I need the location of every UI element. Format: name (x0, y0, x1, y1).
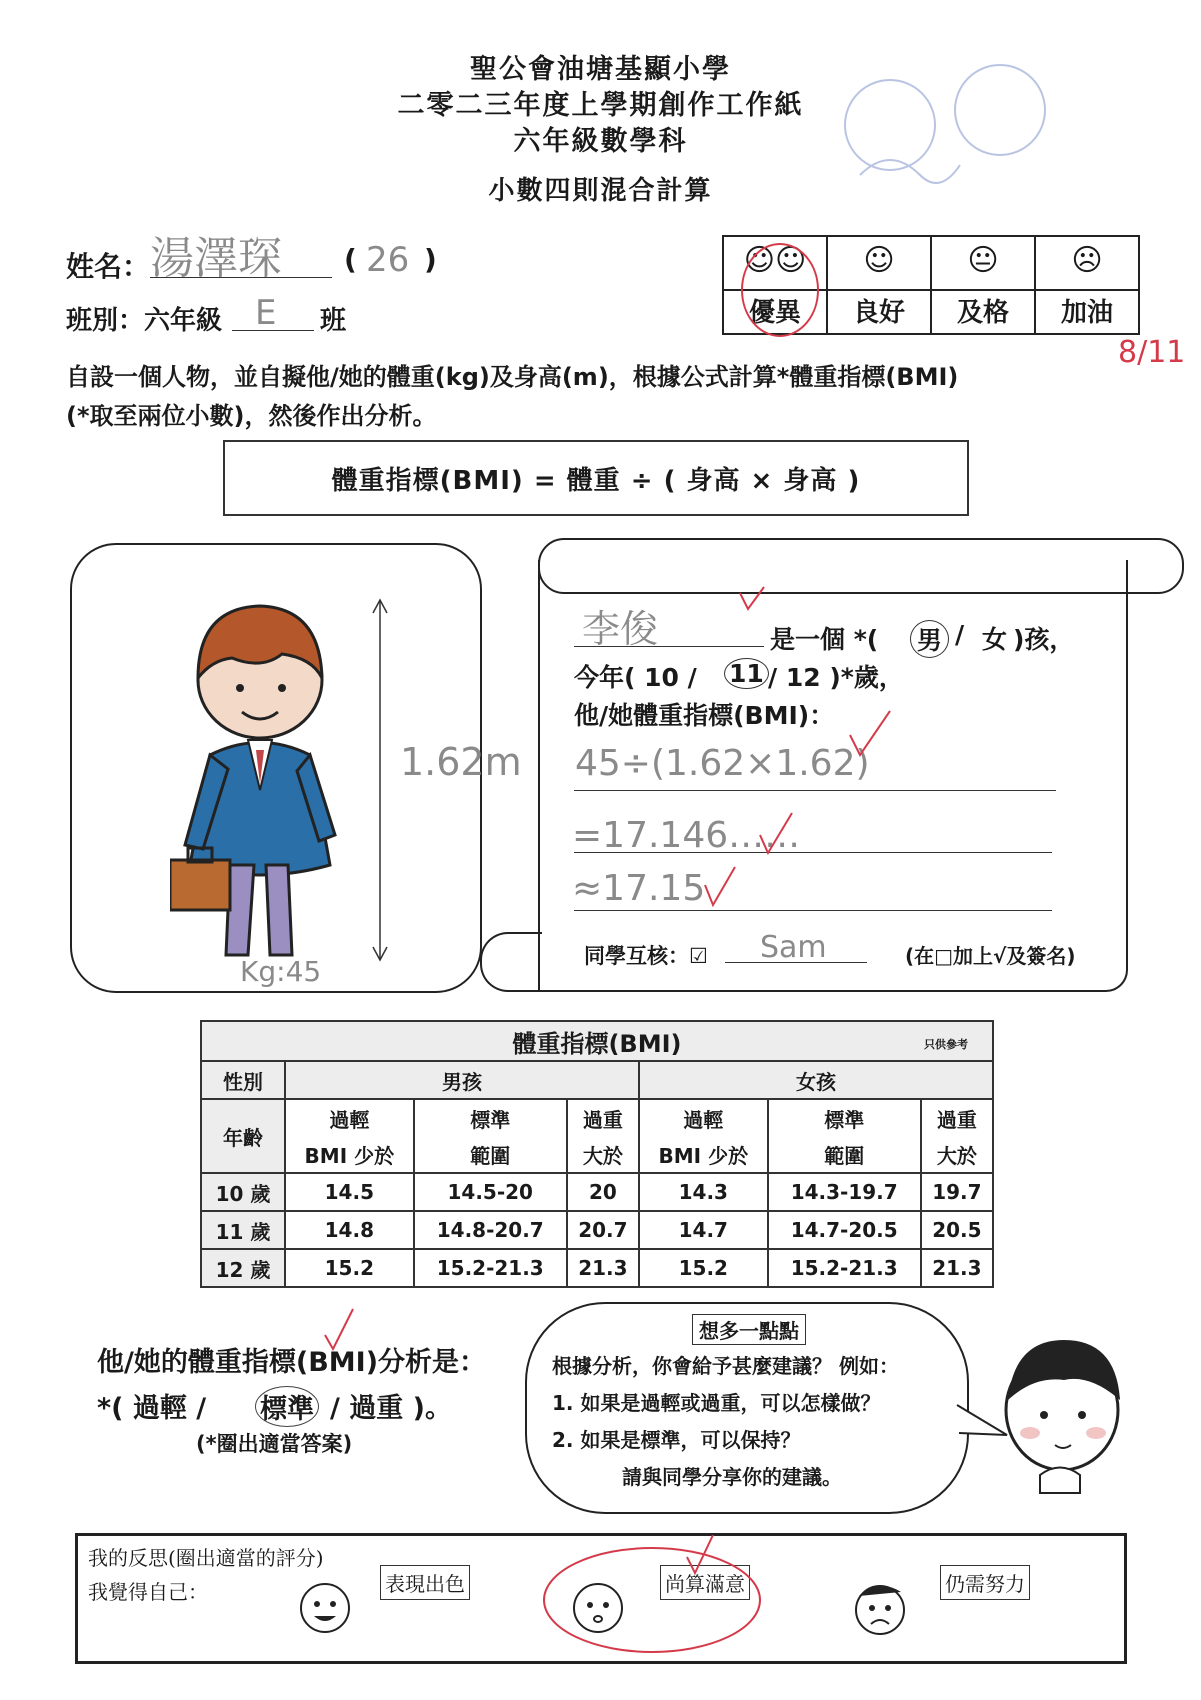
rating-good (828, 237, 932, 333)
think-title: 想多一點點 (692, 1314, 806, 1345)
rating-label-pass: 及格 (956, 298, 1009, 328)
peer-underline (725, 962, 867, 963)
table-cell: 14.5 (285, 1173, 414, 1211)
table-cell: 14.8-20.7 (414, 1211, 567, 1249)
table-cell: 15.2 (285, 1249, 414, 1287)
class-value: E (255, 293, 277, 333)
double-smile-icon: ☺☺ (743, 243, 807, 278)
gender-slash: / (955, 620, 965, 649)
weight-label: Kg:45 (240, 955, 322, 988)
table-title-cell (201, 1021, 993, 1061)
girl-header: 女孩 (639, 1061, 993, 1099)
boy-header: 男孩 (285, 1061, 639, 1099)
col-header: 標準 (768, 1099, 921, 1136)
analysis-tick-mark (320, 1305, 380, 1355)
rating-label-good: 良好 (852, 298, 905, 328)
col-header: 過輕 (285, 1099, 414, 1136)
table-title: 體重指標(BMI) (512, 1029, 682, 1058)
col-subheader: BMI 少於 (639, 1136, 768, 1173)
number-close: ) (424, 243, 437, 276)
gender-girl: 女 (982, 625, 1008, 654)
character-name: 李俊 (582, 607, 659, 651)
height-label: 1.62m (400, 740, 522, 784)
peer-check-label: 同學互核：☑ (584, 944, 708, 968)
reflection-circle-mark (537, 1535, 767, 1660)
reflection-option-try-harder: 仍需努力 (940, 1565, 1030, 1600)
table-cell: 14.7-20.5 (768, 1211, 921, 1249)
table-cell: 14.3-19.7 (768, 1173, 921, 1211)
table-row (201, 1211, 993, 1249)
row-age: 10 歲 (201, 1173, 285, 1211)
analysis-note: (*圈出適當答案) (196, 1432, 353, 1456)
col-subheader: 大於 (567, 1136, 639, 1173)
col-header: 過重 (921, 1099, 993, 1136)
analysis-line-1: 他/她的體重指標(BMI)分析是： (97, 1347, 487, 1378)
analysis-selected-circled: 標準 (255, 1386, 319, 1427)
row-age: 11 歲 (201, 1211, 285, 1249)
table-cell: 15.2-21.3 (768, 1249, 921, 1287)
school-name: 聖公會油塘基顯小學 (470, 54, 731, 85)
subject-title: 六年級數學科 (513, 126, 688, 157)
think-line-2: 2. 如果是標準，可以保持？ (552, 1428, 801, 1452)
reflection-option-excellent: 表現出色 (380, 1565, 470, 1600)
table-cell: 20 (567, 1173, 639, 1211)
sad-face-icon: ☹ (1071, 243, 1103, 278)
neutral-face-icon: 😐 (967, 243, 999, 278)
bmi-formula: 體重指標(BMI) = 體重 ÷ ( 身高 × 身高 ) (223, 440, 969, 516)
gender-boy-circled: 男 (910, 620, 949, 658)
reflection-title: 我的反思(圈出適當的評分) (88, 1546, 324, 1570)
excellent-face-icon (290, 1572, 360, 1642)
instruction-line-2: (*取至兩位小數)，然後作出分析。 (66, 402, 437, 430)
table-row (201, 1173, 993, 1211)
class-suffix: 班 (320, 306, 347, 336)
height-arrow-icon (365, 595, 395, 965)
number-open: ( (344, 243, 357, 276)
analysis-prefix: *( 過輕 / (97, 1393, 207, 1424)
name-label: 姓名： (66, 250, 151, 283)
class-label: 班別：六年級 (66, 306, 223, 336)
peer-note: (在□加上√及簽名) (905, 944, 1076, 968)
instruction-line-1: 自設一個人物，並自擬他/她的體重(kg)及身高(m)，根據公式計算*體重指標(BMI) (66, 363, 959, 391)
table-cell: 14.8 (285, 1211, 414, 1249)
rating-label-excellent: 優異 (748, 298, 801, 328)
gender-prefix: 是一個 *( (770, 625, 879, 654)
smile-icon: ☺ (863, 243, 895, 278)
rating-circle-mark (735, 240, 825, 340)
gender-header: 性別 (201, 1061, 285, 1099)
table-cell: 14.7 (639, 1211, 768, 1249)
student-number: 26 (366, 240, 410, 280)
col-header: 過重 (567, 1099, 639, 1136)
table-cell: 14.5-20 (414, 1173, 567, 1211)
try-harder-face-icon (845, 1572, 915, 1642)
table-cell: 21.3 (567, 1249, 639, 1287)
col-header: 標準 (414, 1099, 567, 1136)
col-subheader: 範圍 (414, 1136, 567, 1173)
bmi-prompt: 他/她體重指標(BMI)： (574, 701, 835, 730)
calc-step-1: 45÷(1.62×1.62) (575, 743, 870, 784)
name-underline (150, 277, 332, 278)
col-subheader: 範圍 (768, 1136, 921, 1173)
calc-step-2: =17.146…… (572, 815, 801, 856)
table-cell: 20.7 (567, 1211, 639, 1249)
reflection-prompt: 我覺得自己： (88, 1580, 208, 1604)
calc-step-3: ≈17.15 (572, 868, 706, 909)
table-cell: 14.3 (639, 1173, 768, 1211)
row-age: 12 歲 (201, 1249, 285, 1287)
gender-suffix: )孩， (1013, 625, 1075, 654)
rating-pass (932, 237, 1036, 333)
rating-try-harder (1036, 237, 1138, 333)
age-suffix: / 12 )*歲， (768, 663, 904, 692)
analysis-suffix: / 過重 )。 (330, 1393, 453, 1424)
age-selected-circled: 11 (724, 658, 769, 689)
reflection-option-satisfied: 尚算滿意 (660, 1565, 750, 1600)
col-header: 過輕 (639, 1099, 768, 1136)
student-name: 湯澤琛 (150, 233, 282, 284)
age-prefix: 今年( 10 / (574, 663, 697, 692)
table-row (201, 1249, 993, 1287)
age-header: 年齡 (201, 1099, 285, 1173)
table-cell: 15.2 (639, 1249, 768, 1287)
excellent-stamp-icon (820, 55, 1100, 215)
table-note: 只供參考 (924, 1038, 968, 1051)
class-underline (232, 330, 314, 331)
table-cell: 21.3 (921, 1249, 993, 1287)
teacher-tick-marks (700, 585, 900, 925)
scroll-bottom-roll (480, 932, 542, 992)
think-line-1: 1. 如果是過輕或過重，可以怎樣做？ (552, 1391, 881, 1415)
peer-name: Sam (760, 930, 827, 965)
score-mark: 8/11 (1118, 335, 1186, 370)
table-cell: 15.2-21.3 (414, 1249, 567, 1287)
table-cell: 20.5 (921, 1211, 993, 1249)
think-line-3: 請與同學分享你的建議。 (622, 1465, 842, 1489)
col-subheader: BMI 少於 (285, 1136, 414, 1173)
think-line-0: 根據分析，你會給予甚麼建議？ 例如： (552, 1354, 899, 1378)
bmi-reference-table (200, 1020, 994, 1288)
thinking-boy-icon (1000, 1335, 1130, 1495)
term-title: 二零二三年度上學期創作工作紙 (397, 90, 804, 121)
rating-label-try-harder: 加油 (1060, 298, 1113, 328)
table-cell: 19.7 (921, 1173, 993, 1211)
topic-title: 小數四則混合計算 (488, 176, 713, 206)
col-subheader: 大於 (921, 1136, 993, 1173)
